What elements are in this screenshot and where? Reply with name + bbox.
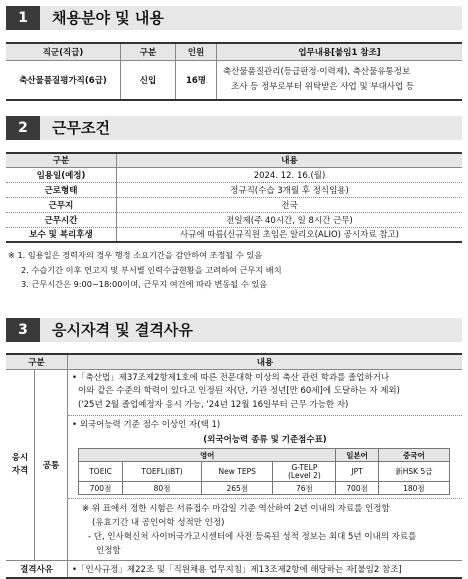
note-line: 3. 근무시간은 9:00~18:00이며, 근무지 여건에 따라 변동될 수 있음 [21,279,268,289]
section-number: 2 [6,116,40,140]
cond-label: 근무시간 [6,212,117,227]
cond-value: 정규직(수습 3개월 후 정식임용) [230,185,349,196]
th-job: 직군(직급) [6,43,121,60]
section-number: 1 [6,6,40,30]
cond-label: 보수 및 복리후생 [6,227,117,242]
job-cell: 축산물품질평가직(6급) [6,60,121,100]
qual-language [68,416,463,499]
lang-score: 76점 [273,482,336,495]
th-category: 구분 [6,153,117,167]
language-line: • 외국어능력 기준 점수 이상인 자(택 1) [72,420,221,430]
section-title: 채용분야 및 내용 [52,9,164,27]
section-3-header [6,318,462,342]
lang-group: 중국어 [378,449,449,462]
education-line-3: ('25년 2월 졸업예정자 응시 가능, '24년 12월 16일부터 근무 가능한 자) [78,399,349,410]
qualification-table [6,353,462,579]
cond-label: 임용일(예정) [6,167,117,182]
lang-score: 180점 [378,482,449,495]
th-duties: 업무내용[붙임1 참조] [217,43,463,60]
qual-education [68,369,463,416]
lang-test: 新HSK 5급 [378,462,449,482]
th-type: 구분 [121,43,176,60]
duties-cell [217,60,463,100]
lang-score: 700점 [79,482,123,495]
cond-value: 전일제(주 40시간, 일 8시간 근무) [226,215,353,226]
section-number: 3 [6,318,40,342]
cond-value: 전국 [281,200,298,211]
language-table-title: (외국어능력 종류 및 기준점수표) [203,435,327,445]
conditions-notes [8,248,282,292]
lang-test-level: (Level 2) [288,470,321,480]
lang-test: New TEPS [202,462,273,482]
duties-line-1: 축산물품질관리(등급판정·이력제), 축산물유통정보 [223,66,411,77]
th-content: 내용 [68,354,463,369]
duties-line-2: 조사 등 정부로부터 위탁받은 사업 및 부대사업 등 [231,81,415,92]
lang-group: 일본어 [336,449,378,462]
education-line-2: 이와 같은 수준의 학력이 있다고 인정된 자(단, 기관 정년[만 60세]에 도달하는 자 제외) [78,386,400,396]
disqualification-text: •「인사규정」제22조 및「직원채용 업무지침」제13조제2항에 해당하는 자[붙임2 참조] [68,561,463,578]
lang-test: JPT [336,462,378,482]
lang-test-name: G-TELP [291,462,318,472]
disqualification-label: 결격사유 [6,561,68,578]
lang-note-2-line-2: 인정함 [96,546,121,556]
note-line: 2. 수습기간 이후 연고지 및 부서별 인력수급현황을 고려하여 근무지 배치 [21,264,282,275]
lang-score: 265점 [202,482,273,495]
qual-language-notes [68,499,463,561]
lang-test: TOEFL(iBT) [123,462,202,482]
lang-test: TOEIC [79,462,123,482]
lang-score: 80점 [123,482,202,495]
education-line-1: •「축산법」제37조제2항제1호에 따른 전문대학 이상의 축산 관련 학과를 졸업하거나 [72,372,390,383]
th-count: 인원 [176,43,217,60]
cond-label: 근로형태 [6,182,117,197]
th-category: 구분 [6,354,68,369]
lang-score: 700점 [336,482,378,495]
lang-note-1-line-1: ※ 위 표에서 정한 시험은 서류접수 마감일 기준 역산하여 2년 이내의 자료를 인정함 [82,504,390,514]
recruit-table [6,42,462,101]
language-score-table [78,448,450,495]
lang-test [273,462,336,482]
lang-note-2-line-1: - 단, 인사혁신처 사이버국가고시센터에 사전 등록된 성적 정보는 최대 5년 이내의 자료를 [88,532,417,542]
qual-main-label: 응시 자격 [6,369,35,561]
section-1-header [6,6,462,30]
lang-note-1-line-2: (유효기간 내 공인어학 성적만 인정) [92,518,225,528]
section-2-header [6,116,462,140]
lang-group: 영어 [79,449,336,462]
section-title: 응시자격 및 결격사유 [52,321,193,339]
cond-label: 근무지 [6,197,117,212]
conditions-table [6,152,462,243]
note-line: ※ 1. 임용일은 경력자의 경우 행정 소요기간을 감안하여 조정될 수 있음 [8,250,263,260]
cond-value: 2024. 12. 16.(월) [253,170,326,181]
th-content: 내용 [117,153,463,167]
qual-sub-label: 공통 [35,369,68,561]
cond-value: 사규에 따름(신규직원 초임은 알리오(ALIO) 공시자료 참고) [180,230,399,241]
section-title: 근무조건 [52,119,110,137]
type-cell: 신입 [121,60,176,100]
count-cell: 16명 [176,60,217,100]
